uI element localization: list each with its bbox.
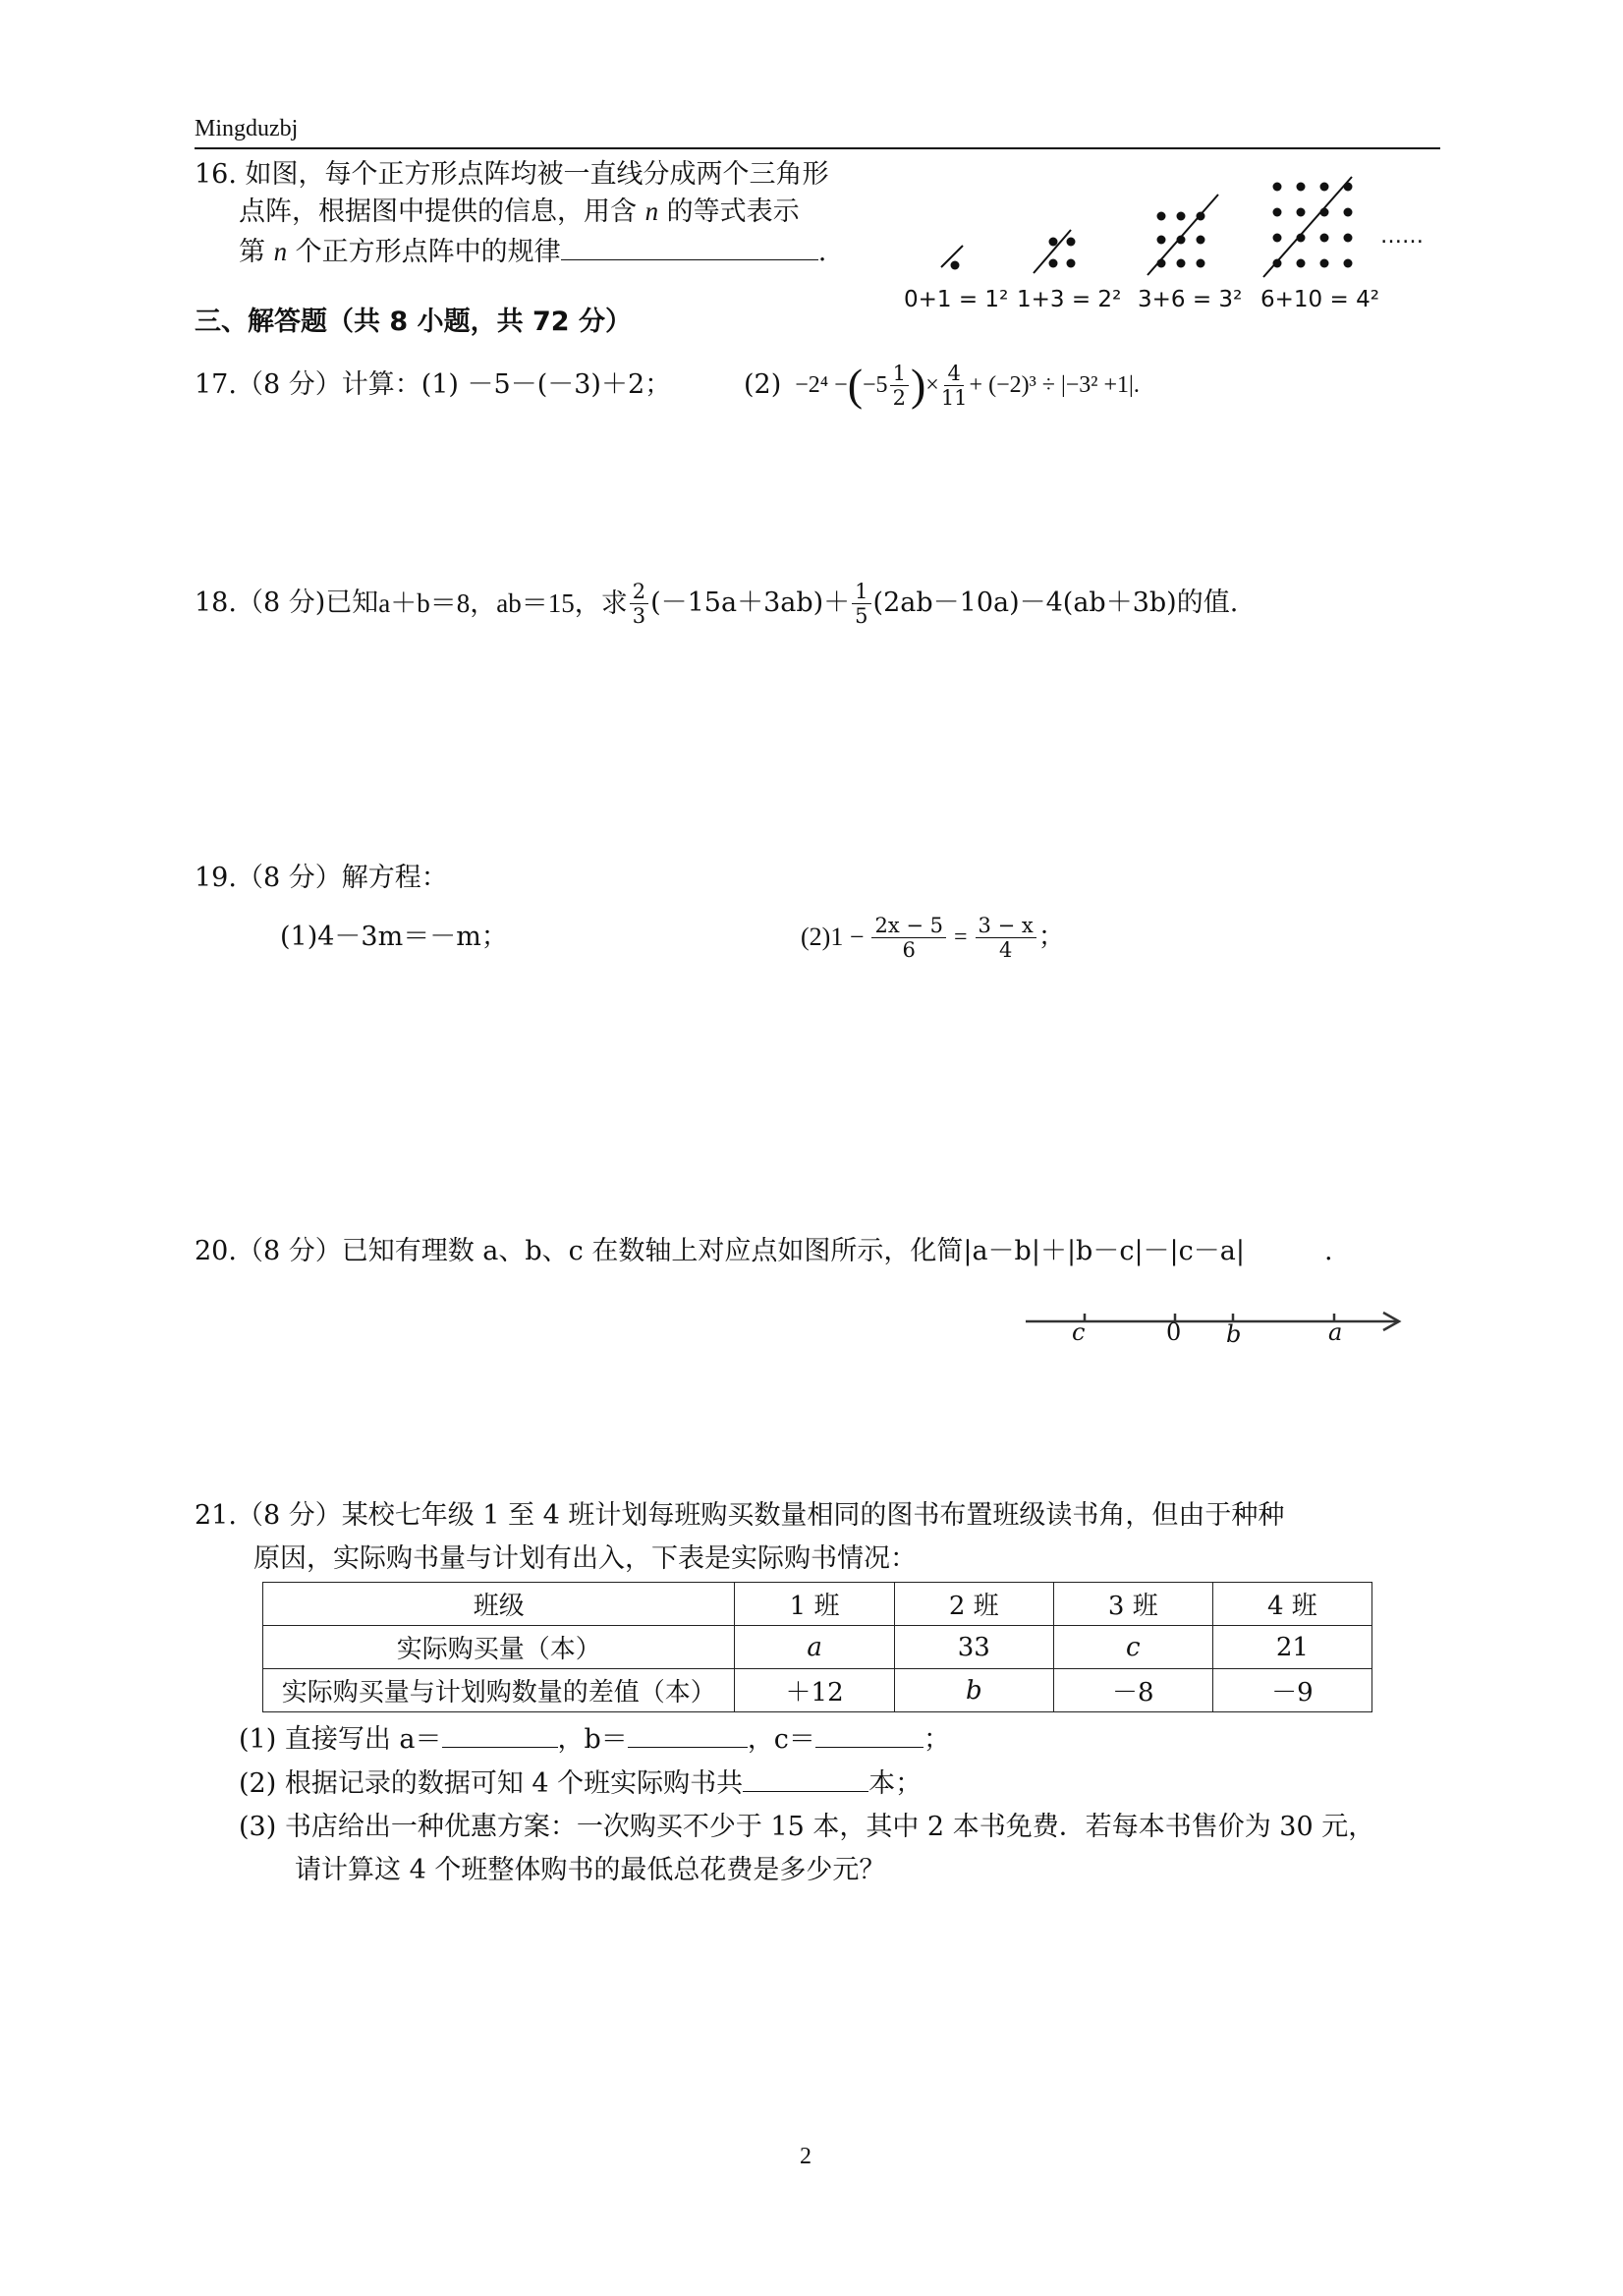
table-cell: 21	[1212, 1626, 1371, 1669]
purchase-table	[262, 1582, 1372, 1712]
header-rule	[195, 147, 1440, 149]
answer-blank-b	[628, 1721, 748, 1748]
q16-answer-blank	[561, 234, 818, 260]
q19-f2-den: 4	[998, 937, 1013, 962]
q16-var-n2: n	[273, 237, 288, 266]
q17-part2-label: (2)	[744, 369, 782, 400]
section-heading: 三、解答题（共 8 小题，共 72 分）	[195, 307, 632, 337]
q21-sub3-line2: 请计算这 4 个班整体购书的最低总花费是多少元？	[295, 1855, 886, 1885]
answer-blank-a	[442, 1721, 558, 1748]
q16-line2	[239, 194, 800, 230]
q19-p2-pre: (2)1 −	[801, 923, 865, 951]
q19-f1-num: 2x − 5	[871, 914, 946, 938]
q19-lead: 19.（8 分）解方程：	[195, 863, 448, 893]
q18-f1-den: 3	[632, 603, 646, 628]
q17-times: ×	[925, 372, 939, 398]
dot-array-2	[1034, 230, 1076, 273]
table-cell: 33	[894, 1626, 1053, 1669]
table-cell: 实际购买量与计划购数量的差值（本）	[263, 1669, 735, 1712]
q19-fraction-1	[871, 914, 946, 962]
q17-fraction-2	[941, 362, 968, 410]
dot-label-1: 0+1 = 1²	[904, 287, 1009, 312]
table-row	[263, 1626, 1372, 1669]
q20-end: .	[1324, 1236, 1333, 1266]
q21-sub2-pre: (2) 根据记录的数据可知 4 个班实际购书共	[239, 1768, 744, 1799]
q18-lead: 18.（8 分)已知	[195, 588, 379, 618]
q17-paren-open: (	[847, 360, 864, 410]
q16-line3-post: 个正方形点阵中的规律	[287, 237, 561, 267]
q18-f1-num: 2	[630, 580, 648, 604]
q17-part1: 17.（8 分）计算：(1) －5－(－3)＋2；	[195, 369, 672, 400]
q18-f2-num: 1	[852, 580, 870, 604]
q18-f2-den: 5	[855, 603, 868, 628]
q17-paren-close: )	[910, 360, 926, 410]
q17-f2-num: 4	[944, 362, 963, 386]
q19-fraction-2	[976, 914, 1036, 962]
q16-line2-pre: 点阵，根据图中提供的信息，用含	[239, 196, 645, 227]
table-cell: b	[894, 1669, 1053, 1712]
dot-array-ellipsis: ……	[1380, 224, 1424, 249]
q17-f1-num: 1	[890, 362, 909, 386]
table-header-row	[263, 1583, 1372, 1626]
axis-label-a: a	[1328, 1318, 1343, 1346]
q19-f1-den: 6	[902, 937, 916, 962]
page-header: Mingduzbj	[195, 116, 299, 141]
q16-line3-end: .	[817, 237, 827, 267]
dot-label-4: 6+10 = 4²	[1260, 287, 1379, 312]
answer-blank-total	[743, 1765, 868, 1792]
axis-label-c: c	[1072, 1318, 1086, 1346]
q19-equals: =	[954, 924, 968, 950]
q18-tail: (2ab－10a)－4(ab＋3b)的值.	[872, 588, 1239, 618]
q19-part2	[801, 906, 1065, 969]
q16-line3	[239, 234, 826, 270]
table-header-cell: 3 班	[1053, 1583, 1212, 1626]
q21-line1: 21.（8 分）某校七年级 1 至 4 班计划每班购买数量相同的图书布置班级读书角，但由于种种	[195, 1500, 1285, 1531]
axis-label-b: b	[1226, 1320, 1242, 1348]
q17-fraction-1	[890, 362, 909, 410]
table-header-cell: 班级	[263, 1583, 735, 1626]
q21-sub1-b: ，b＝	[557, 1724, 628, 1755]
table-cell: －9	[1212, 1669, 1371, 1712]
q20-text: 20.（8 分）已知有理数 a、b、c 在数轴上对应点如图所示，化简|a－b|＋|b－c|－|c－a|	[195, 1236, 1245, 1266]
q21-line2: 原因，实际购书量与计划有出入，下表是实际购书情况：	[253, 1543, 917, 1574]
page-number: 2	[800, 2144, 812, 2169]
table-cell: a	[735, 1626, 894, 1669]
q18-fraction-1	[630, 580, 648, 628]
table-cell: ＋12	[735, 1669, 894, 1712]
q21-sub1-end: ；	[923, 1724, 950, 1755]
q17-expr-b: −5	[863, 372, 888, 398]
dot-array-3	[1147, 195, 1218, 275]
table-header-cell: 2 班	[894, 1583, 1053, 1626]
q21-sub1	[239, 1721, 950, 1758]
dot-array-1	[941, 246, 963, 270]
table-cell: －8	[1053, 1669, 1212, 1712]
q21-sub2	[239, 1765, 922, 1802]
q18-mid: (－15a＋3ab)＋	[650, 588, 851, 618]
q19-part1: (1)4－3m＝－m；	[280, 922, 508, 952]
q17-expr-d: + (−2)³ ÷ |−3² +1|.	[969, 372, 1140, 398]
q18-fraction-2	[852, 580, 870, 628]
dot-label-2: 1+3 = 2²	[1017, 287, 1122, 312]
q17-part2	[744, 356, 1140, 415]
q18-line	[195, 574, 1238, 633]
dot-array-4	[1263, 177, 1353, 277]
dot-label-3: 3+6 = 3²	[1138, 287, 1243, 312]
q17-expr-a: −2⁴ −	[795, 372, 848, 398]
table-row	[263, 1669, 1372, 1712]
q16-var-n: n	[644, 196, 659, 226]
table-header-cell: 1 班	[735, 1583, 894, 1626]
q16-line1: 16. 如图，每个正方形点阵均被一直线分成两个三角形	[195, 159, 829, 190]
q17-f1-den: 2	[892, 385, 906, 410]
answer-blank-c	[815, 1721, 923, 1748]
axis-label-0: 0	[1166, 1318, 1182, 1346]
table-cell: c	[1053, 1626, 1212, 1669]
q21-sub1-c: ，c＝	[747, 1724, 815, 1755]
q18-condition: a＋b＝8，ab＝15，求	[378, 588, 628, 618]
q19-f2-num: 3 − x	[976, 914, 1036, 938]
q21-sub3-line1: (3) 书店给出一种优惠方案：一次购买不少于 15 本，其中 2 本书免费．若每本书售价为 30 元，	[239, 1812, 1375, 1842]
q19-p2-end: ；	[1037, 922, 1065, 952]
q16-line3-pre: 第	[239, 237, 274, 267]
table-cell: 实际购买量（本）	[263, 1626, 735, 1669]
q16-line2-post: 的等式表示	[658, 196, 800, 227]
q17-f2-den: 11	[940, 385, 968, 410]
q21-sub2-end: 本；	[868, 1768, 923, 1799]
table-header-cell: 4 班	[1212, 1583, 1371, 1626]
q21-sub1-pre: (1) 直接写出 a＝	[239, 1724, 442, 1755]
